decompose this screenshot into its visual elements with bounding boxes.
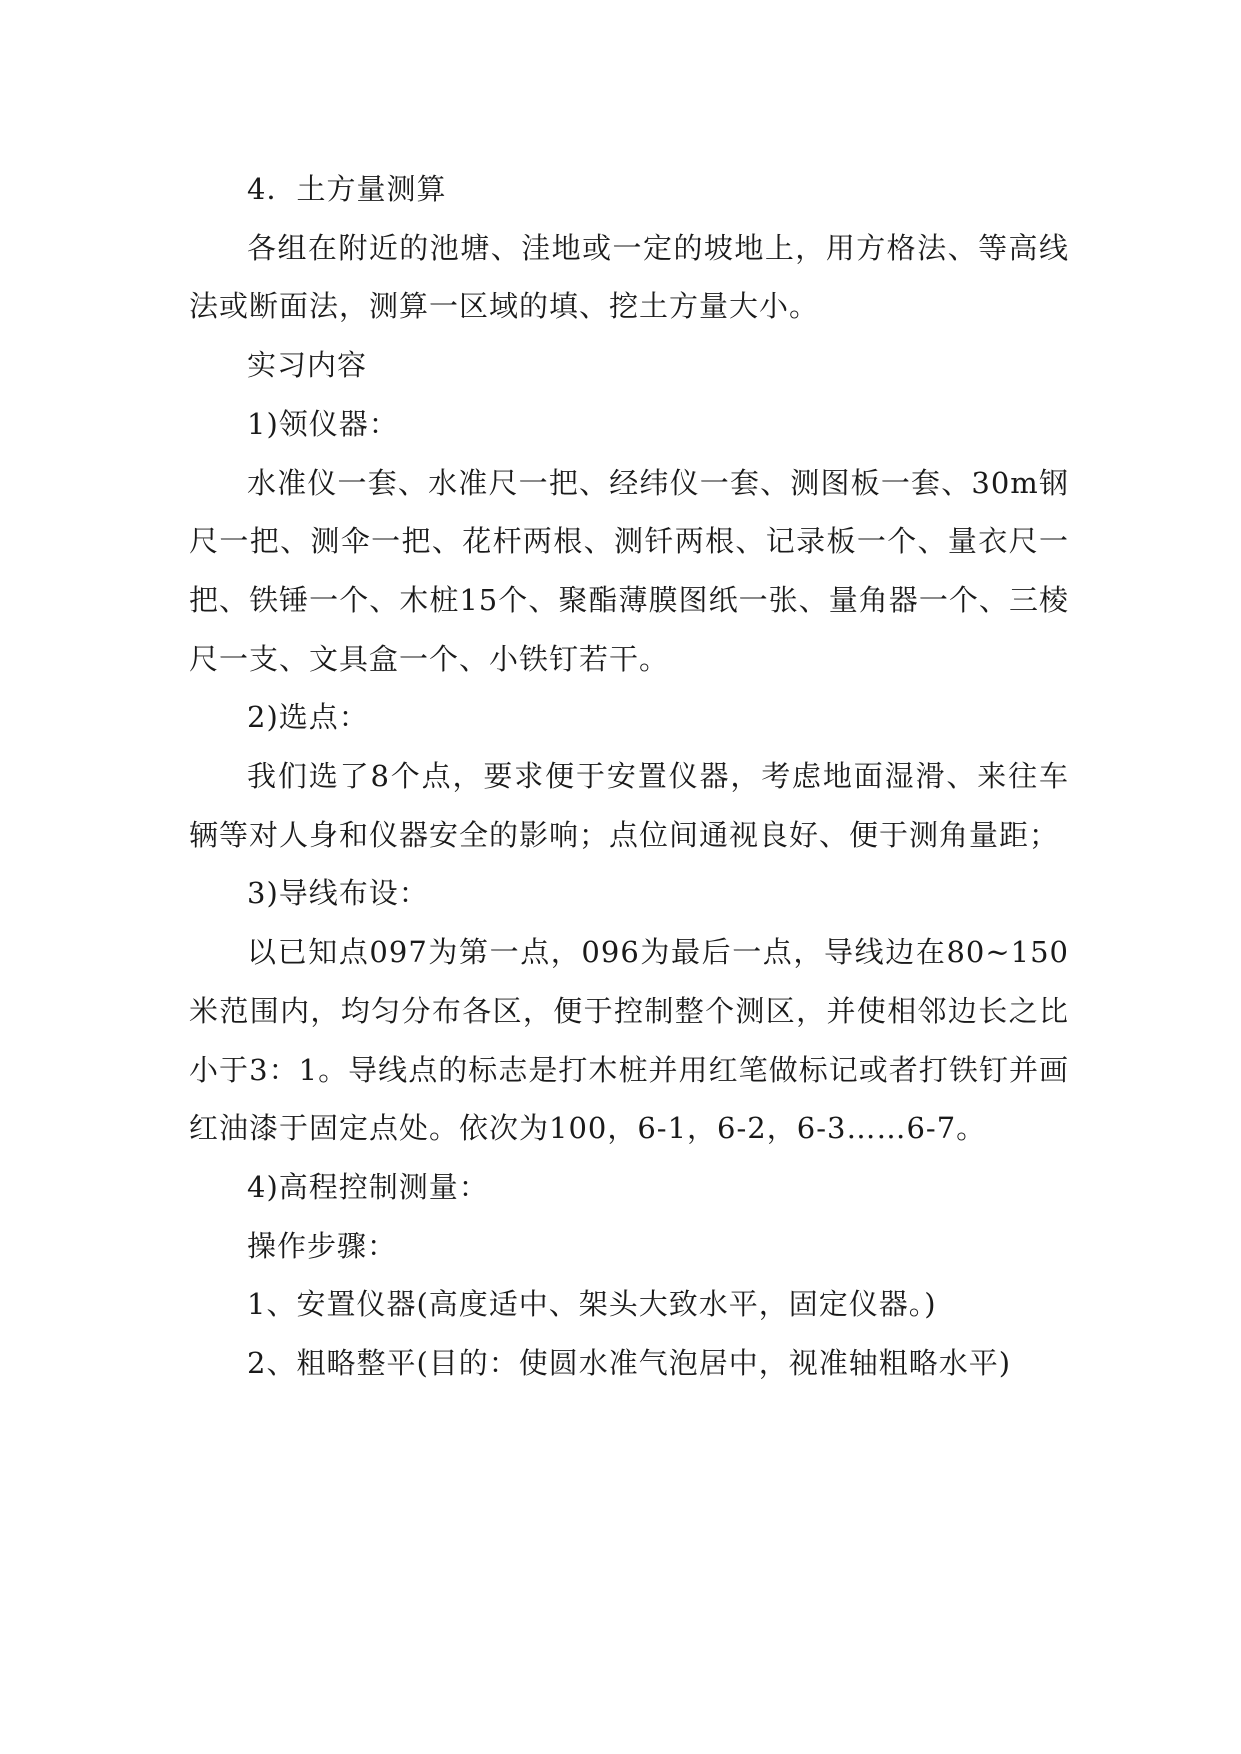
list-heading: 3)导线布设： bbox=[247, 876, 429, 911]
body-paragraph: 以已知点097为第一点，096为最后一点，导线边在80~150米范围内，均匀分布各区，便于控制整个测区，并使相邻边长之比小于3：1。导线点的标志是打木桩并用红笔做标记或者打铁钉并画红油漆于固定点处。依次为100，6-1，6-2，6-3……6-7。 bbox=[189, 935, 1069, 1146]
list-heading: 1)领仪器： bbox=[247, 406, 399, 441]
section-heading: 4．土方量测算 bbox=[247, 172, 447, 206]
subsection-heading: 实习内容 bbox=[247, 348, 368, 383]
document-page bbox=[189, 160, 1069, 1393]
step-item: 1、安置仪器(高度适中、架头大致水平，固定仪器。) bbox=[247, 1287, 937, 1322]
body-paragraph: 操作步骤： bbox=[247, 1228, 398, 1263]
step-item: 2、粗略整平(目的：使圆水准气泡居中，视准轴粗略水平) bbox=[247, 1346, 1012, 1381]
list-heading: 4)高程控制测量： bbox=[247, 1169, 489, 1204]
body-paragraph: 水准仪一套、水准尺一把、经纬仪一套、测图板一套、30m钢尺一把、测伞一把、花杆两根、测钎两根、记录板一个、量衣尺一把、铁锤一个、木桩15个、聚酯薄膜图纸一张、量角器一个、三棱尺一支、文具盒一个、小铁钉若干。 bbox=[189, 465, 1069, 676]
body-paragraph: 各组在附近的池塘、洼地或一定的坡地上，用方格法、等高线法或断面法，测算一区域的填、挖土方量大小。 bbox=[189, 230, 1069, 324]
body-paragraph: 我们选了8个点，要求便于安置仪器，考虑地面湿滑、来往车辆等对人身和仪器安全的影响；点位间通视良好、便于测角量距； bbox=[189, 759, 1069, 852]
list-heading: 2)选点： bbox=[247, 700, 369, 735]
